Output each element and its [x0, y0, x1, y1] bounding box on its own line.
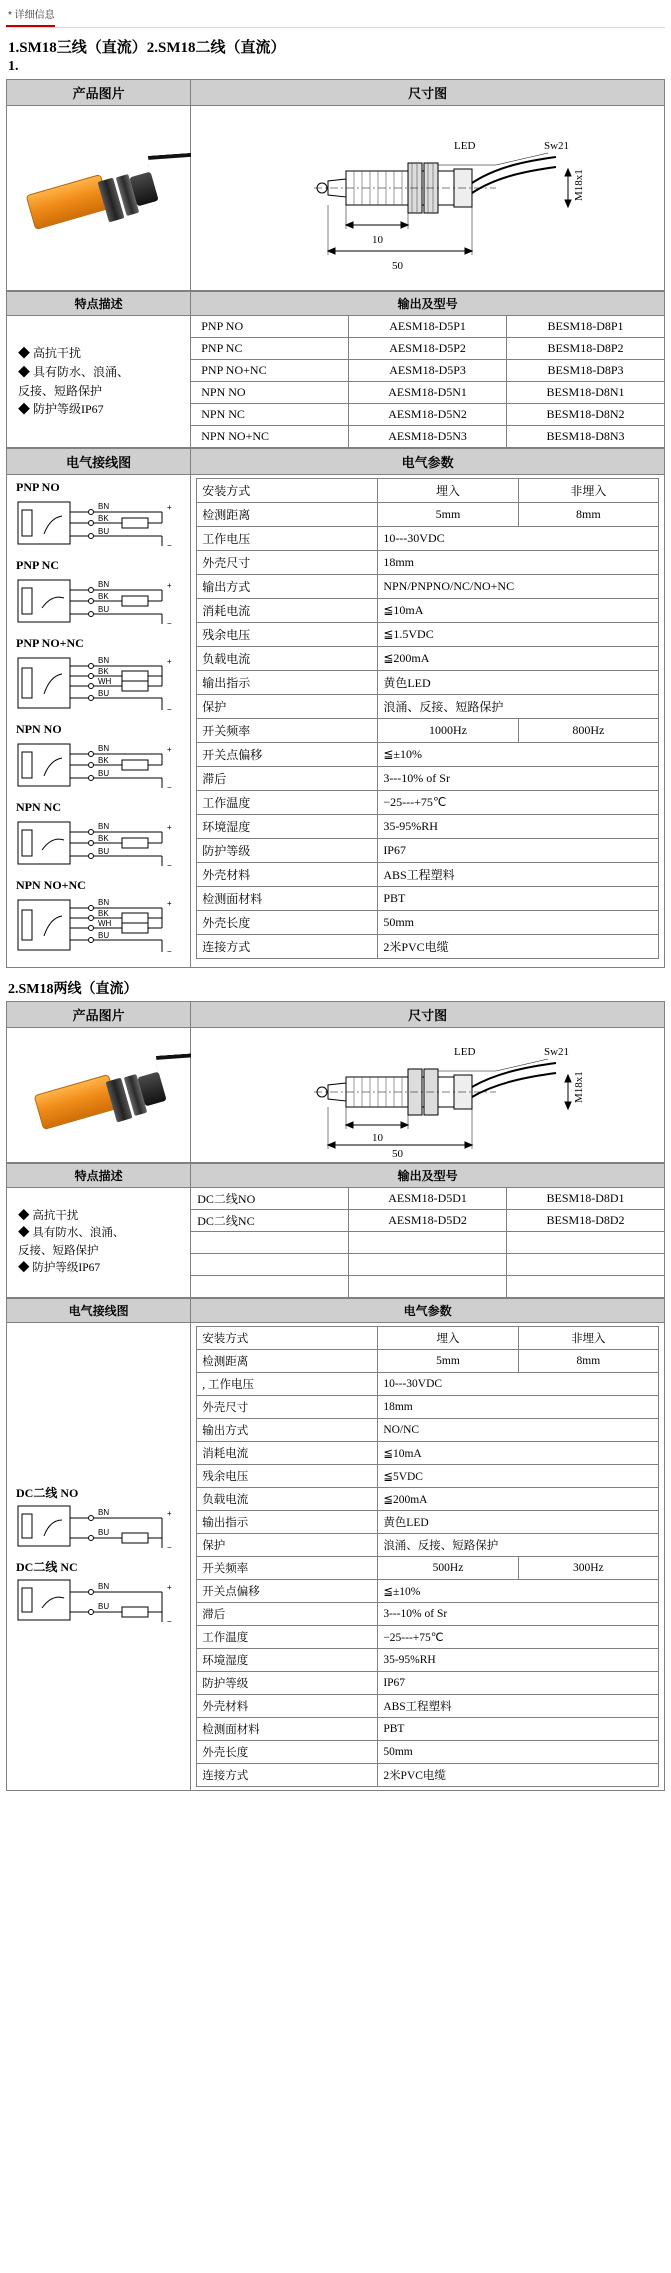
- param-key: 负载电流: [197, 1488, 378, 1511]
- wire-label: BN: [98, 1581, 110, 1591]
- param-key: 连接方式: [197, 1764, 378, 1787]
- polarity-plus: +: [167, 503, 172, 512]
- params-table: [196, 1326, 659, 1787]
- param-key: 开关频率: [197, 1557, 378, 1580]
- section-1: [6, 79, 665, 968]
- feature-item-2: 反接、短路保护: [18, 383, 103, 398]
- wiring-title: DC二线 NO: [16, 1485, 79, 1500]
- param-value-embedded: 500Hz: [378, 1557, 518, 1580]
- product-photo-cell: [7, 1028, 191, 1163]
- wiring-title: DC二线 NC: [16, 1559, 78, 1574]
- param-key: 输出指示: [197, 671, 378, 695]
- features-models-table: [6, 291, 665, 448]
- model-code-b: BESM18-D8P1: [507, 316, 665, 338]
- param-value: 10---30VDC: [378, 527, 659, 551]
- wiring-title: NPN NO: [16, 722, 62, 736]
- param-key: 残余电压: [197, 1465, 378, 1488]
- wiring-diagram-pnp-no-nc: [12, 636, 185, 718]
- param-value: ABS工程塑料: [378, 863, 659, 887]
- param-key: 输出指示: [197, 1511, 378, 1534]
- feature-item-1: ◆ 具有防水、浪涌、: [18, 364, 130, 379]
- param-value-nonembedded: 非埋入: [518, 1327, 658, 1350]
- param-value: 18mm: [378, 551, 659, 575]
- param-value: 50mm: [378, 1741, 659, 1764]
- model-empty-cell: [191, 1276, 349, 1298]
- wiring-title: NPN NC: [16, 800, 61, 814]
- param-key: 外壳材料: [197, 1695, 378, 1718]
- model-code-b: BESM18-D8N2: [507, 404, 665, 426]
- param-key: 检测面材料: [197, 1718, 378, 1741]
- wiring-title: NPN NO+NC: [16, 878, 86, 892]
- header-product-photo: 产品图片: [7, 1002, 191, 1028]
- param-key: 消耗电流: [197, 599, 378, 623]
- model-empty-cell: [191, 1254, 349, 1276]
- photo-dimension-table: [6, 79, 665, 291]
- param-key: 外壳材料: [197, 863, 378, 887]
- param-key: 外壳长度: [197, 1741, 378, 1764]
- model-code-b: BESM18-D8P2: [507, 338, 665, 360]
- wire-label: BK: [98, 514, 109, 523]
- feature-item-0: ◆ 高抗干扰: [18, 1210, 79, 1222]
- param-value: ≦10mA: [378, 1442, 659, 1465]
- header-wiring: 电气接线图: [7, 1299, 191, 1323]
- param-value: ABS工程塑料: [378, 1695, 659, 1718]
- param-value: 3---10% of Sr: [378, 1603, 659, 1626]
- param-value: 35-95%RH: [378, 1649, 659, 1672]
- wire-label: BU: [98, 931, 110, 940]
- param-value: PBT: [378, 1718, 659, 1741]
- model-empty-cell: [349, 1276, 507, 1298]
- model-empty-cell: [349, 1254, 507, 1276]
- wire-label: BU: [98, 769, 110, 778]
- wire-label: BU: [98, 847, 110, 856]
- wire-label: WH: [98, 919, 112, 928]
- param-key: 工作电压: [197, 527, 378, 551]
- wiring-params-table: [6, 448, 665, 968]
- header-params: 电气参数: [191, 1299, 665, 1323]
- model-type: DC二线NO: [191, 1188, 349, 1210]
- model-code-b: BESM18-D8D2: [507, 1210, 665, 1232]
- polarity-minus: −: [167, 619, 172, 628]
- wiring-diagrams-cell: [7, 1323, 191, 1791]
- params-cell: [191, 475, 665, 968]
- wire-label: BN: [98, 580, 110, 589]
- model-empty-cell: [507, 1232, 665, 1254]
- polarity-minus: −: [167, 1616, 172, 1626]
- wire-label: BU: [98, 1601, 110, 1611]
- model-code-b: BESM18-D8N3: [507, 426, 665, 448]
- param-key: 负载电流: [197, 647, 378, 671]
- dimension-label-sw: Sw21: [544, 140, 570, 152]
- polarity-minus: −: [167, 947, 172, 956]
- param-key: 检测面材料: [197, 887, 378, 911]
- model-code-a: AESM18-D5P2: [349, 338, 507, 360]
- wiring-title: PNP NO: [16, 480, 60, 494]
- wire-label: BK: [98, 667, 109, 676]
- param-key: 防护等级: [197, 1672, 378, 1695]
- param-value: IP67: [378, 1672, 659, 1695]
- feature-item-0: ◆ 高抗干扰: [18, 346, 82, 361]
- wire-label: BK: [98, 756, 109, 765]
- param-value-nonembedded: 非埋入: [518, 479, 658, 503]
- wiring-diagram-pnp-nc: [12, 558, 185, 632]
- polarity-minus: −: [167, 705, 172, 714]
- model-code-a: AESM18-D5N3: [349, 426, 507, 448]
- wiring-diagram-npn-nc: [12, 800, 185, 874]
- wiring-schematic: [12, 1502, 178, 1554]
- dimension-label-10: 10: [372, 234, 384, 246]
- param-key: 保护: [197, 1534, 378, 1557]
- header-wiring: 电气接线图: [7, 449, 191, 475]
- model-code-b: BESM18-D8D1: [507, 1188, 665, 1210]
- polarity-minus: −: [167, 861, 172, 870]
- param-value: 2米PVC电缆: [378, 1764, 659, 1787]
- param-value-nonembedded: 300Hz: [518, 1557, 658, 1580]
- dimension-drawing: [196, 1031, 666, 1159]
- wiring-schematic: [12, 1576, 178, 1628]
- polarity-minus: −: [167, 1542, 172, 1552]
- param-key: 外壳长度: [197, 911, 378, 935]
- section-2-title: 2.SM18两线（直流）: [8, 982, 138, 997]
- param-value: ≦200mA: [378, 647, 659, 671]
- param-key: 滞后: [197, 767, 378, 791]
- polarity-minus: −: [167, 783, 172, 792]
- header-features: 特点描述: [7, 1164, 191, 1188]
- wiring-diagram-dc2-no: [12, 1484, 185, 1554]
- param-key: 连接方式: [197, 935, 378, 959]
- param-value: NPN/PNPNO/NC/NO+NC: [378, 575, 659, 599]
- model-code-a: AESM18-D5P3: [349, 360, 507, 382]
- param-value: −25---+75℃: [378, 791, 659, 815]
- polarity-plus: +: [167, 581, 172, 590]
- wire-label: BU: [98, 605, 110, 614]
- polarity-plus: +: [167, 1508, 172, 1518]
- param-key: 工作温度: [197, 791, 378, 815]
- feature-item-1: ◆ 具有防水、浪涌、: [18, 1227, 125, 1240]
- section-1-title: 1.: [8, 59, 19, 74]
- params-table: [196, 478, 659, 959]
- model-empty-cell: [507, 1254, 665, 1276]
- wiring-title: PNP NO+NC: [16, 636, 84, 650]
- dimension-label-thread: M18x1: [573, 1071, 586, 1103]
- dimension-label-led: LED: [454, 140, 476, 152]
- model-type: NPN NO+NC: [191, 426, 349, 448]
- wire-label: BN: [98, 1507, 110, 1517]
- wiring-schematic: [12, 496, 178, 554]
- param-value-embedded: 1000Hz: [378, 719, 518, 743]
- param-value: 3---10% of Sr: [378, 767, 659, 791]
- dimension-label-50: 50: [392, 260, 404, 272]
- feature-item-3: ◆ 防护等级IP67: [18, 1261, 101, 1274]
- param-value: 黄色LED: [378, 1511, 659, 1534]
- wiring-diagram-pnp-no: [12, 480, 185, 554]
- wiring-diagram-dc2-nc: [12, 1558, 185, 1628]
- wiring-schematic: [12, 738, 178, 796]
- model-code-b: BESM18-D8N1: [507, 382, 665, 404]
- polarity-plus: +: [167, 657, 172, 666]
- param-value: ≦5VDC: [378, 1465, 659, 1488]
- detail-note-bar: [6, 4, 665, 28]
- param-key: 输出方式: [197, 1419, 378, 1442]
- header-params: 电气参数: [191, 449, 665, 475]
- wire-label: BU: [98, 527, 110, 536]
- wire-label: BK: [98, 834, 109, 843]
- param-value: 18mm: [378, 1396, 659, 1419]
- param-value: 黄色LED: [378, 671, 659, 695]
- wiring-title: PNP NC: [16, 558, 59, 572]
- wiring-schematic: [12, 816, 178, 874]
- dimension-label-sw: Sw21: [544, 1046, 570, 1058]
- wire-label: BU: [98, 1527, 110, 1537]
- header-product-photo: 产品图片: [7, 80, 191, 106]
- model-type: NPN NO: [191, 382, 349, 404]
- param-value: PBT: [378, 887, 659, 911]
- param-value-embedded: 5mm: [378, 503, 518, 527]
- wiring-diagrams-cell: [7, 475, 191, 968]
- wire-label: BK: [98, 909, 109, 918]
- param-value: ≦10mA: [378, 599, 659, 623]
- param-value-nonembedded: 800Hz: [518, 719, 658, 743]
- header-features: 特点描述: [7, 292, 191, 316]
- param-key: 滞后: [197, 1603, 378, 1626]
- param-key: 工作温度: [197, 1626, 378, 1649]
- param-key: 检测距离: [197, 503, 378, 527]
- model-code-a: AESM18-D5D1: [349, 1188, 507, 1210]
- param-key: 防护等级: [197, 839, 378, 863]
- page-title: 1.SM18三线（直流）2.SM18二线（直流）: [8, 40, 286, 56]
- model-empty-cell: [349, 1232, 507, 1254]
- header-dimension: 尺寸图: [191, 80, 665, 106]
- param-value-embedded: 埋入: [378, 479, 518, 503]
- param-value: 50mm: [378, 911, 659, 935]
- param-key: 安装方式: [197, 1327, 378, 1350]
- param-key: 检测距离: [197, 1350, 378, 1373]
- param-key: 残余电压: [197, 623, 378, 647]
- dimension-label-thread: M18x1: [573, 169, 586, 201]
- param-key: 环境湿度: [197, 1649, 378, 1672]
- param-value: −25---+75℃: [378, 1626, 659, 1649]
- param-key: , 工作电压: [197, 1373, 378, 1396]
- model-type: PNP NC: [191, 338, 349, 360]
- param-value: 浪涌、反接、短路保护: [378, 1534, 659, 1557]
- param-value: 10---30VDC: [378, 1373, 659, 1396]
- product-photo-cell: [7, 106, 191, 291]
- param-value: NO/NC: [378, 1419, 659, 1442]
- polarity-plus: +: [167, 823, 172, 832]
- wiring-schematic: [12, 652, 178, 718]
- model-code-b: BESM18-D8P3: [507, 360, 665, 382]
- wire-label: BK: [98, 592, 109, 601]
- model-code-a: AESM18-D5P1: [349, 316, 507, 338]
- param-value: 35-95%RH: [378, 815, 659, 839]
- param-value: 浪涌、反接、短路保护: [378, 695, 659, 719]
- features-cell: [7, 1188, 191, 1298]
- wire-label: BN: [98, 898, 110, 907]
- param-value: ≦200mA: [378, 1488, 659, 1511]
- dimension-drawing-cell: [191, 106, 665, 291]
- features-models-table-2: [6, 1163, 665, 1298]
- detail-note: * 详细信息: [6, 4, 55, 27]
- param-key: 环境湿度: [197, 815, 378, 839]
- wire-label: WH: [98, 677, 112, 686]
- param-value: 2米PVC电缆: [378, 935, 659, 959]
- header-dimension: 尺寸图: [191, 1002, 665, 1028]
- wiring-params-table-2: [6, 1298, 665, 1791]
- param-value: ≦1.5VDC: [378, 623, 659, 647]
- feature-item-3: ◆ 防护等级IP67: [18, 402, 104, 417]
- param-value-embedded: 埋入: [378, 1327, 518, 1350]
- param-key: 开关点偏移: [197, 1580, 378, 1603]
- dimension-drawing-cell: [191, 1028, 665, 1163]
- param-value: ≦±10%: [378, 743, 659, 767]
- param-key: 开关频率: [197, 719, 378, 743]
- section-2: [6, 1001, 665, 1791]
- wiring-diagram-npn-no: [12, 722, 185, 796]
- wiring-schematic: [12, 894, 178, 960]
- model-type: DC二线NC: [191, 1210, 349, 1232]
- polarity-plus: +: [167, 899, 172, 908]
- photo-dimension-table-2: [6, 1001, 665, 1163]
- param-value-nonembedded: 8mm: [518, 1350, 658, 1373]
- model-type: PNP NO: [191, 316, 349, 338]
- polarity-plus: +: [167, 1582, 172, 1592]
- dimension-label-50: 50: [392, 1148, 404, 1159]
- param-key: 开关点偏移: [197, 743, 378, 767]
- param-key: 消耗电流: [197, 1442, 378, 1465]
- param-key: 外壳尺寸: [197, 1396, 378, 1419]
- param-key: 保护: [197, 695, 378, 719]
- wire-label: BN: [98, 744, 110, 753]
- param-key: 外壳尺寸: [197, 551, 378, 575]
- wire-label: BN: [98, 502, 110, 511]
- dimension-label-10: 10: [372, 1132, 384, 1144]
- model-code-a: AESM18-D5N1: [349, 382, 507, 404]
- param-value-embedded: 5mm: [378, 1350, 518, 1373]
- model-code-a: AESM18-D5N2: [349, 404, 507, 426]
- wiring-schematic: [12, 574, 178, 632]
- param-value: ≦±10%: [378, 1580, 659, 1603]
- feature-item-2: 反接、短路保护: [18, 1244, 99, 1257]
- wire-label: BN: [98, 822, 110, 831]
- param-value-nonembedded: 8mm: [518, 503, 658, 527]
- model-code-a: AESM18-D5D2: [349, 1210, 507, 1232]
- features-cell: [7, 316, 191, 448]
- header-output-model: 输出及型号: [191, 292, 665, 316]
- params-cell: [191, 1323, 665, 1791]
- wiring-diagram-npn-no-nc: [12, 878, 185, 960]
- dimension-label-led: LED: [454, 1046, 476, 1058]
- wire-label: BN: [98, 656, 110, 665]
- model-type: PNP NO+NC: [191, 360, 349, 382]
- param-value: IP67: [378, 839, 659, 863]
- model-type: NPN NC: [191, 404, 349, 426]
- param-key: 输出方式: [197, 575, 378, 599]
- dimension-drawing: [196, 109, 666, 287]
- model-empty-cell: [507, 1276, 665, 1298]
- param-key: 安装方式: [197, 479, 378, 503]
- wire-label: BU: [98, 689, 110, 698]
- header-output-model: 输出及型号: [191, 1164, 665, 1188]
- polarity-minus: −: [167, 541, 172, 550]
- polarity-plus: +: [167, 745, 172, 754]
- model-empty-cell: [191, 1232, 349, 1254]
